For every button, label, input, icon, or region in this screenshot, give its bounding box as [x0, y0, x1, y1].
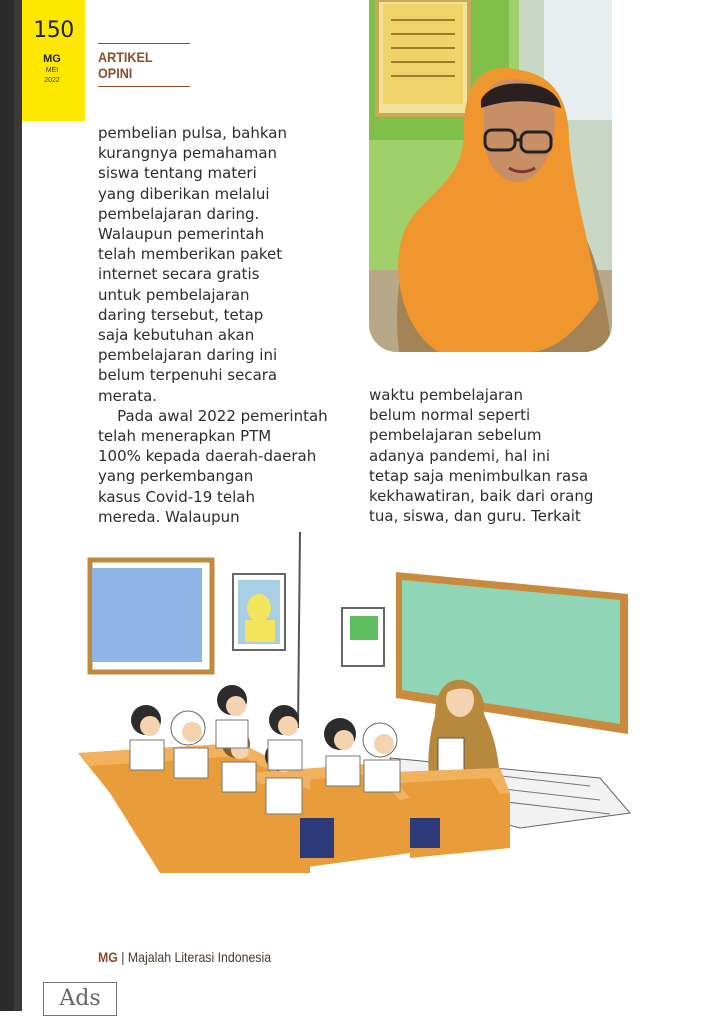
footer-publication: Majalah Literasi Indonesia — [127, 949, 272, 965]
section-label-line1: ARTIKEL — [98, 49, 153, 65]
text-line: tua, siswa, dan guru. Terkait — [369, 507, 581, 526]
text-line: yang perkembangan — [98, 467, 254, 486]
text-line: kurangnya pemahaman — [98, 144, 278, 163]
issue-month: MEI — [45, 67, 59, 74]
text-line: adanya pandemi, hal ini — [369, 446, 551, 465]
text-line: Pada awal 2022 pemerintah — [98, 406, 328, 425]
classroom-illustration — [70, 528, 650, 918]
text-line: saja kebutuhan akan — [98, 326, 255, 345]
issue-year: 2022 — [44, 77, 60, 84]
text-line: pembelian pulsa, bahkan — [98, 124, 287, 142]
text-line: kekhawatiran, baik dari orang — [369, 487, 594, 506]
text-line: internet secara gratis — [98, 265, 260, 284]
text-line: telah menerapkan PTM — [98, 427, 272, 446]
ads-badge[interactable]: Ads — [43, 982, 117, 1016]
text-line: tetap saja menimbulkan rasa — [369, 466, 589, 485]
article-left-column — [98, 123, 328, 527]
text-line: pembelajaran daring. — [98, 204, 260, 223]
text-line: pembelajaran sebelum — [369, 426, 542, 445]
text-line: telah memberikan paket — [98, 245, 283, 264]
page-spine-shadow — [14, 0, 22, 1011]
magazine-abbr: MG — [43, 53, 61, 65]
section-rule-top — [98, 43, 190, 44]
text-line: 100% kepada daerah-daerah — [98, 447, 317, 466]
page-badge — [22, 0, 85, 121]
text-line: siswa tentang materi — [98, 164, 257, 183]
section-rule-bottom — [98, 86, 190, 87]
section-label-line2: OPINI — [98, 65, 133, 81]
text-line: untuk pembelajaran — [98, 285, 250, 304]
page-number: 150 — [33, 18, 74, 43]
author-photo — [369, 0, 612, 352]
text-line: merata. — [98, 386, 158, 405]
text-line: Walaupun pemerintah — [98, 225, 265, 244]
article-right-column — [369, 385, 593, 526]
text-line: mereda. Walaupun — [98, 507, 240, 526]
text-line: daring tersebut, tetap — [98, 305, 264, 324]
footer-separator: | — [117, 949, 128, 965]
page-footer — [98, 949, 271, 965]
text-line: pembelajaran daring ini — [98, 346, 278, 365]
text-line: waktu pembelajaran — [369, 386, 523, 404]
text-line: belum normal seperti — [369, 406, 531, 425]
text-line: belum terpenuhi secara — [98, 366, 278, 385]
text-line: kasus Covid-19 telah — [98, 487, 255, 506]
footer-brand: MG — [98, 949, 118, 965]
text-line: yang diberikan melalui — [98, 184, 270, 203]
